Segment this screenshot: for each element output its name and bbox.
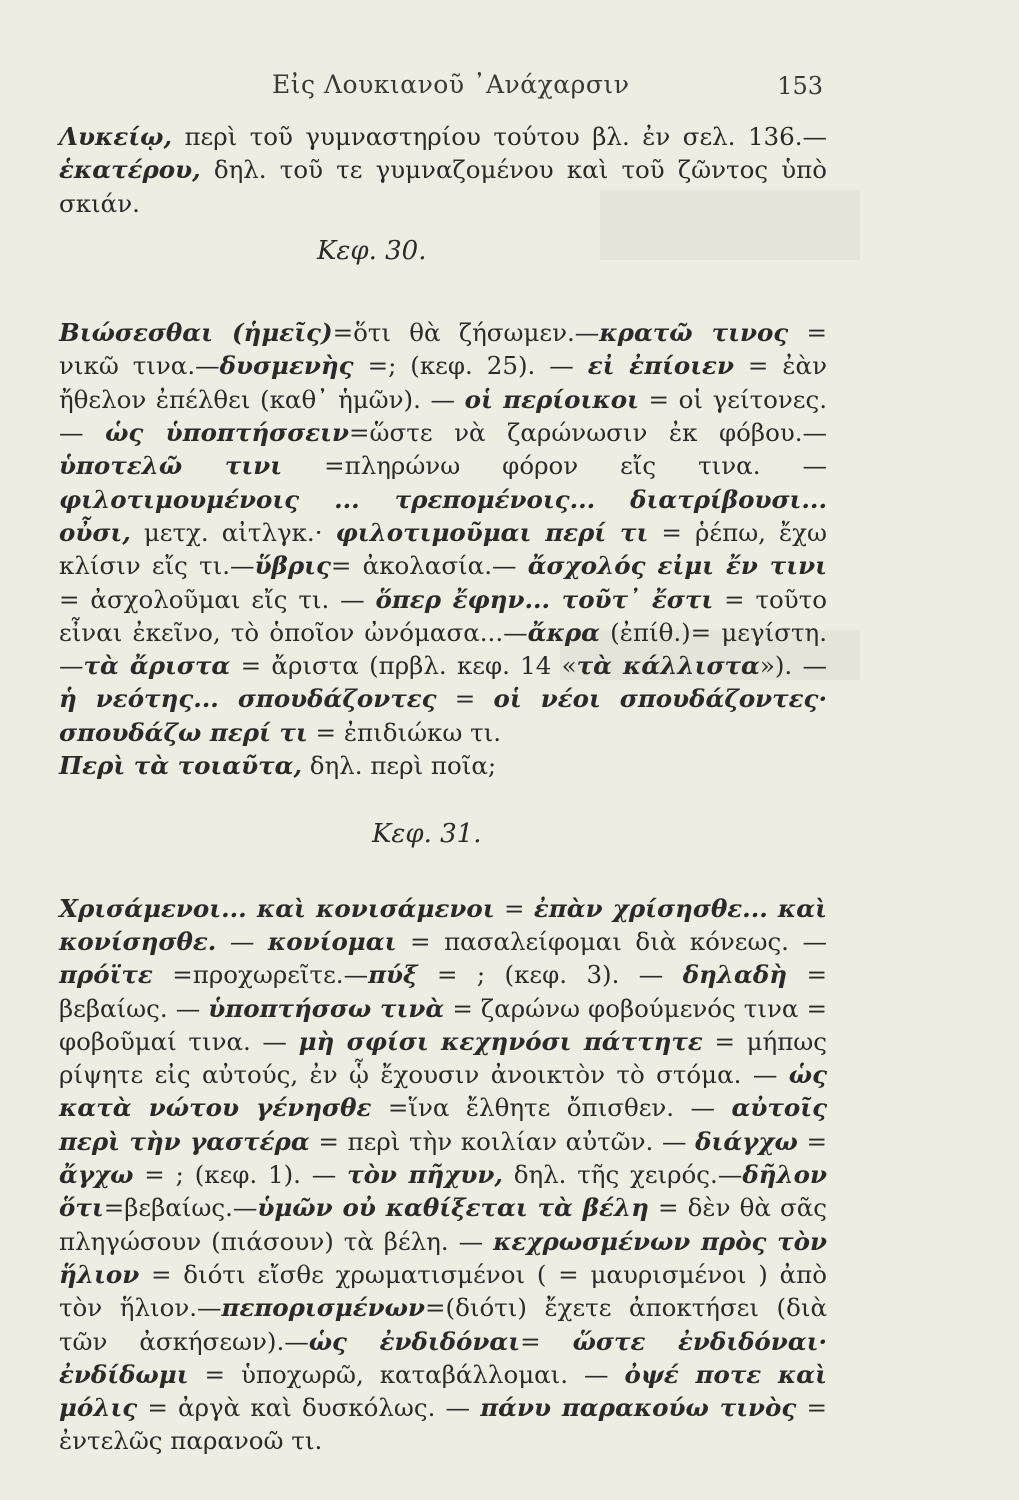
- lemma: ὡς κατὰ νώτου γένησθε: [59, 1060, 827, 1123]
- lemma: ὅπερ ἔφην... τοῦτ᾽ ἔστι: [375, 584, 714, 614]
- lemma: οἱ περίοικοι: [464, 384, 639, 414]
- chapter-heading-30: Κεφ. 30.: [317, 235, 427, 266]
- lemma: διάγχω: [695, 1126, 798, 1156]
- lemma: ἄγχω: [59, 1160, 134, 1190]
- gloss-text: =ὥστε νὰ ζαρώνωσιν ἐκ φόβου.—: [349, 418, 827, 448]
- gloss-text: = πασαλείφομαι διὰ κόνεως. —: [396, 926, 828, 956]
- gloss-text: = διότι εἴσθε χρωματισμένοι ( = μαυρισμένοι ) ἀπὸ τὸν ἥλιον.—: [59, 1259, 827, 1323]
- lemma: Βιώσεσθαι (ἡμεῖς): [59, 318, 333, 348]
- lemma: ἡ νεότης... σπουδάζοντες: [59, 684, 437, 714]
- lemma: τὰ ἄριστα: [83, 651, 231, 681]
- lemma: ἄκρα: [527, 617, 600, 647]
- gloss-text: = βεβαίως. —: [59, 960, 827, 1023]
- gloss-text: =προχωρεῖτε.—: [152, 960, 369, 990]
- gloss-text: = νικῶ τινα.—: [59, 318, 828, 381]
- chapter-30-paragraph: [59, 316, 827, 749]
- page-number: 153: [777, 72, 823, 100]
- gloss-text: = τοῦτο εἶναι ἐκεῖνο, τὸ ὁποῖον ὠνόμασα...—: [59, 584, 828, 647]
- gloss-text: = ἄριστα (πρβλ. κεφ. 14 «: [230, 651, 577, 681]
- lemma: Περὶ τὰ τοιαῦτα,: [59, 751, 302, 781]
- gloss-text: = περὶ τὴν κοιλίαν αὐτῶν. —: [309, 1126, 696, 1156]
- intro-paragraph: [59, 120, 827, 220]
- chapter-31-paragraph: [59, 892, 827, 1458]
- running-title: Εἰς Λουκιανοῦ ᾿Ανάχαρσιν: [272, 70, 630, 99]
- gloss-text: δηλ. τοῦ τε γυμναζομένου καὶ τοῦ ζῶντος ὑπὸ σκιάν.: [59, 155, 827, 218]
- lemma: ὡς ὑποπτήσσειν: [105, 418, 350, 448]
- gloss-text: (ἐπίθ.)= μεγίστη.—: [59, 617, 827, 681]
- lemma: τὸν πῆχυν,: [347, 1160, 503, 1190]
- gloss-text: = δὲν θὰ σᾶς πληγώσουν (πιάσουν) τὰ βέλη. —: [59, 1193, 827, 1256]
- lemma: ὥστε ἐνδιδόναι· ἐνδίδωμι: [59, 1326, 827, 1389]
- lemma: ὑποτελῶ τινι: [59, 451, 283, 481]
- lemma: πρόϊτε: [59, 960, 153, 990]
- lemma: οἱ νέοι σπουδάζοντες· σπουδάζω περί τι: [59, 684, 827, 747]
- lemma: μὴ σφίσι κεχηνόσι πάττητε: [298, 1026, 703, 1056]
- lemma: Λυκείῳ,: [59, 122, 172, 151]
- gloss-text: =: [436, 684, 494, 714]
- gloss-text: =βεβαίως.—: [103, 1193, 258, 1223]
- gloss-text: δηλ. περὶ ποῖα;: [302, 751, 497, 781]
- gloss-text: =πληρώνω φόρον εἴς τινα. —: [282, 451, 827, 481]
- lemma: κεχρωσμένων πρὸς τὸν ἥλιον: [59, 1226, 827, 1289]
- gloss-text: = ; (κεφ. 1). —: [133, 1160, 348, 1190]
- lemma: ὡς ἐνδιδόναι: [308, 1326, 521, 1356]
- lemma: φιλοτιμοῦμαι περί τι: [335, 517, 649, 547]
- chapter-heading-31: Κεφ. 31.: [372, 819, 482, 850]
- gloss-text: = ἐὰν ἤθελον ἐπέλθει (καθ᾽ ἡμῶν). —: [59, 351, 827, 414]
- gloss-text: = μήπως ρίψητε εἰς αὐτούς, ἐν ᾧ ἔχουσιν ἀνοικτὸν τὸ στόμα. —: [59, 1026, 827, 1090]
- lemma: ἄσχολός εἰμι ἔν τινι: [527, 551, 827, 581]
- lemma: φιλοτιμουμένοις ... τρεπομένοις... διατρίβουσι... οὖσι,: [59, 484, 827, 547]
- gloss-text: = ἀργὰ καὶ δυσκόλως. —: [137, 1393, 481, 1423]
- chapter-30-closing-paragraph: [59, 749, 827, 782]
- lemma: Χρισάμενοι... καὶ κονισάμενοι: [59, 893, 495, 923]
- gloss-text: =; (κεφ. 25). —: [353, 351, 588, 381]
- gloss-text: περὶ τοῦ γυμναστηρίου τούτου βλ. ἐν σελ. 136.—: [171, 122, 827, 151]
- lemma: αὐτοῖς περὶ τὴν γαστέρα: [59, 1093, 827, 1156]
- lemma: κρατῶ τινος: [599, 318, 789, 348]
- gloss-text: »). —: [759, 651, 828, 681]
- gloss-text: =: [797, 1126, 827, 1156]
- lemma: πεπορισμένων: [221, 1293, 425, 1323]
- gloss-text: =ὅτι θὰ ζήσωμεν.—: [332, 318, 600, 348]
- lemma: δυσμενὴς: [219, 351, 354, 381]
- lemma: πύξ: [368, 960, 418, 990]
- commentary-body: [59, 120, 827, 1458]
- gloss-text: = ἐντελῶς παρανοῶ τι.: [59, 1393, 827, 1456]
- lemma: ὑμῶν οὐ καθίξεται τὰ βέλη: [257, 1193, 649, 1223]
- gloss-text: = ὑποχωρῶ, καταβάλλομαι. —: [188, 1359, 625, 1389]
- gloss-text: —: [216, 926, 268, 956]
- gloss-text: = ζαρώνω φοβούμενός τινα = φοβοῦμαί τινα. —: [59, 993, 827, 1056]
- lemma: τὰ κάλλιστα: [576, 651, 760, 681]
- gloss-text: = οἱ γείτονες. —: [59, 384, 827, 448]
- lemma: κονίομαι: [267, 926, 397, 956]
- lemma: εἰ ἐπίοιεν: [587, 351, 734, 381]
- lemma: ὀψέ ποτε καὶ μόλις: [59, 1359, 827, 1423]
- lemma: ὕβρις: [254, 551, 331, 581]
- lemma: πάνυ παρακούω τινὸς: [480, 1393, 797, 1423]
- gloss-text: = ; (κεφ. 3). —: [417, 960, 683, 990]
- lemma: ἐπὰν χρίσησθε... καὶ κονίσησθε.: [59, 893, 827, 956]
- lemma: ἑκατέρου,: [59, 155, 201, 185]
- gloss-text: =ἵνα ἔλθητε ὄπισθεν. —: [371, 1093, 732, 1123]
- gloss-text: μετχ. αἰτλγκ.·: [130, 517, 336, 547]
- gloss-text: δηλ. τῆς χειρός.—: [502, 1160, 743, 1190]
- gloss-text: =: [520, 1326, 573, 1356]
- gloss-text: = ἀκολασία.—: [330, 551, 528, 581]
- lemma: δῆλον ὅτι: [59, 1160, 828, 1223]
- lemma: ὑποπτήσσω τινὰ: [208, 993, 445, 1023]
- gloss-text: = ῥέπω, ἔχω κλίσιν εἴς τι.—: [59, 517, 828, 581]
- gloss-text: = ἀσχολοῦμαι εἴς τι. —: [59, 584, 376, 614]
- gloss-text: = ἐπιδιώκω τι.: [307, 717, 502, 747]
- gloss-text: =(διότι) ἔχετε ἀποκτήσει (διὰ τῶν ἀσκήσεων).—: [59, 1293, 827, 1356]
- gloss-text: =: [494, 893, 534, 923]
- page-header: [0, 70, 1019, 110]
- lemma: δηλαδὴ: [682, 960, 788, 990]
